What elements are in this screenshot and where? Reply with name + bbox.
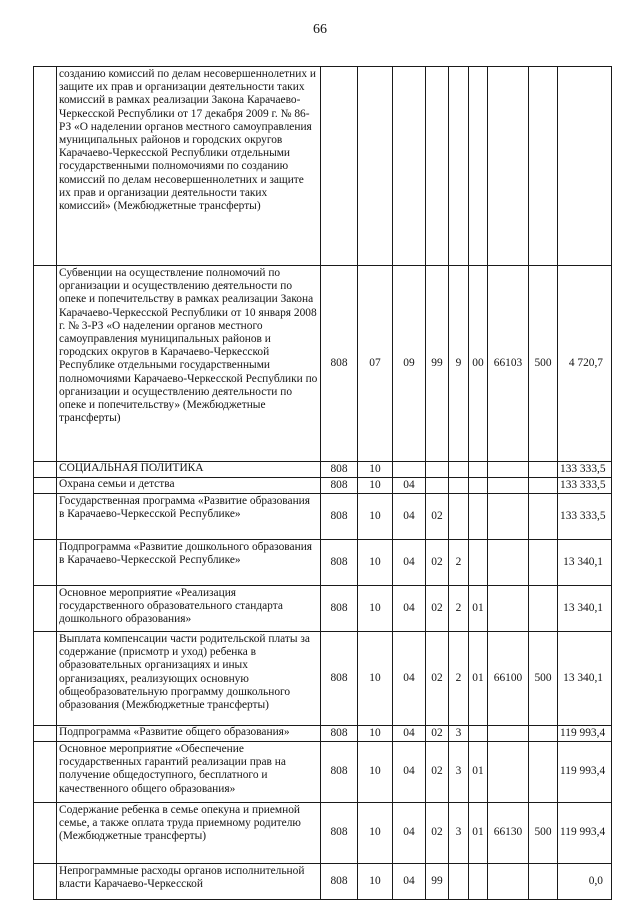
amount: 13 340,1 <box>558 540 612 586</box>
table-row <box>34 803 612 864</box>
section-code: 10 <box>358 494 393 540</box>
measure-code: 01 <box>469 803 488 864</box>
amount: 119 993,4 <box>558 726 612 742</box>
blank-cell <box>34 494 57 540</box>
amount: 13 340,1 <box>558 632 612 726</box>
program-code: 02 <box>426 726 449 742</box>
expense-name: Основное мероприятие «Реализация государственного образовательного стандарта дошкольного образования» <box>57 586 321 632</box>
subprogram-code: 2 <box>449 632 469 726</box>
program-code: 02 <box>426 742 449 803</box>
subprogram-code: 3 <box>449 742 469 803</box>
amount: 133 333,5 <box>558 494 612 540</box>
blank-cell <box>34 462 57 478</box>
ministry-code: 808 <box>321 803 358 864</box>
ministry-code: 808 <box>321 586 358 632</box>
table-row <box>34 67 612 266</box>
blank-cell <box>34 266 57 462</box>
expense-name: Подпрограмма «Развитие дошкольного образования в Карачаево-Черкесской Республике» <box>57 540 321 586</box>
blank-cell <box>34 478 57 494</box>
ministry-code: 808 <box>321 726 358 742</box>
program-code <box>426 67 449 266</box>
subsection-code: 04 <box>393 494 426 540</box>
amount: 119 993,4 <box>558 742 612 803</box>
expense-name: Основное мероприятие «Обеспечение государственных гарантий реализации прав на получение общедоступного, бесплатного и качественного общего образования» <box>57 742 321 803</box>
table-row <box>34 586 612 632</box>
program-code: 02 <box>426 540 449 586</box>
ministry-code: 808 <box>321 540 358 586</box>
direction-code <box>488 478 529 494</box>
program-code: 02 <box>426 632 449 726</box>
expense-name: Выплата компенсации части родительской платы за содержание (присмотр и уход) ребенка в образовательных организациях и иных организациях, реализующих основную общеобразовательную программу дошкольного образования (Межбюджетные трансферты) <box>57 632 321 726</box>
table-body <box>34 67 612 900</box>
blank-cell <box>34 726 57 742</box>
blank-cell <box>34 742 57 803</box>
subsection-code: 04 <box>393 742 426 803</box>
ministry-code: 808 <box>321 742 358 803</box>
direction-code <box>488 586 529 632</box>
expense-name: созданию комиссий по делам несовершеннолетних и защите их прав и организации деятельности таких комиссий в рамках реализации Закона Карачаево-Черкесской Республики от 17 декабря 2009 г. № 86-РЗ «О наделении органов местного самоуправления муниципальных районов и городских округов Карачаево-Черкесской Республики отдельными государственными полномочиями по созданию комиссий по делам несовершеннолетних и защите их прав и организации деятельности таких комиссий» (Межбюджетные трансферты) <box>57 67 321 266</box>
blank-cell <box>34 586 57 632</box>
measure-code: 01 <box>469 742 488 803</box>
direction-code: 66103 <box>488 266 529 462</box>
program-code: 99 <box>426 266 449 462</box>
direction-code <box>488 726 529 742</box>
measure-code <box>469 462 488 478</box>
subsection-code <box>393 67 426 266</box>
page-number: 66 <box>313 22 327 37</box>
direction-code: 66100 <box>488 632 529 726</box>
section-code: 10 <box>358 540 393 586</box>
expense-type-code <box>529 864 558 900</box>
direction-code <box>488 462 529 478</box>
measure-code <box>469 864 488 900</box>
section-code: 10 <box>358 803 393 864</box>
ministry-code: 808 <box>321 462 358 478</box>
expense-type-code <box>529 540 558 586</box>
direction-code <box>488 540 529 586</box>
measure-code <box>469 478 488 494</box>
section-code: 10 <box>358 742 393 803</box>
measure-code: 01 <box>469 632 488 726</box>
program-code <box>426 462 449 478</box>
amount: 13 340,1 <box>558 586 612 632</box>
table-row <box>34 494 612 540</box>
measure-code <box>469 726 488 742</box>
subsection-code: 04 <box>393 726 426 742</box>
expense-type-code <box>529 494 558 540</box>
blank-cell <box>34 803 57 864</box>
expense-name: СОЦИАЛЬНАЯ ПОЛИТИКА <box>57 462 321 478</box>
expense-name: Государственная программа «Развитие образования в Карачаево-Черкесской Республике» <box>57 494 321 540</box>
section-code: 10 <box>358 726 393 742</box>
expense-type-code: 500 <box>529 803 558 864</box>
expense-type-code <box>529 586 558 632</box>
direction-code <box>488 864 529 900</box>
amount: 0,0 <box>558 864 612 900</box>
amount: 119 993,4 <box>558 803 612 864</box>
expense-type-code <box>529 67 558 266</box>
budget-table <box>33 66 612 900</box>
subsection-code: 04 <box>393 864 426 900</box>
table-row <box>34 742 612 803</box>
amount: 133 333,5 <box>558 462 612 478</box>
subsection-code: 04 <box>393 803 426 864</box>
measure-code <box>469 67 488 266</box>
subprogram-code <box>449 864 469 900</box>
expense-type-code: 500 <box>529 266 558 462</box>
direction-code <box>488 67 529 266</box>
expense-type-code <box>529 462 558 478</box>
expense-name: Субвенции на осуществление полномочий по организации и осуществлению деятельности по опеке и попечительству в рамках реализации Закона Карачаево-Черкесской Республики от 10 января 2008 г. № 3-РЗ «О наделении органов местного самоуправления муниципальных районов и городских округов в Карачаево-Черкесской Республике отдельными государственными полномочиями Карачаево-Черкесской Республики по организации и осуществлению деятельности по опеке и попечительству» (Межбюджетные трансферты) <box>57 266 321 462</box>
ministry-code: 808 <box>321 478 358 494</box>
ministry-code: 808 <box>321 494 358 540</box>
blank-cell <box>34 540 57 586</box>
amount: 133 333,5 <box>558 478 612 494</box>
subprogram-code: 3 <box>449 726 469 742</box>
subprogram-code <box>449 494 469 540</box>
table-row <box>34 726 612 742</box>
ministry-code: 808 <box>321 864 358 900</box>
direction-code <box>488 742 529 803</box>
table-row <box>34 864 612 900</box>
program-code: 02 <box>426 803 449 864</box>
subprogram-code: 9 <box>449 266 469 462</box>
blank-cell <box>34 632 57 726</box>
ministry-code: 808 <box>321 266 358 462</box>
expense-type-code <box>529 478 558 494</box>
subprogram-code <box>449 462 469 478</box>
expense-type-code <box>529 726 558 742</box>
subprogram-code: 3 <box>449 803 469 864</box>
section-code: 07 <box>358 266 393 462</box>
table-row <box>34 540 612 586</box>
expense-type-code: 500 <box>529 632 558 726</box>
program-code: 99 <box>426 864 449 900</box>
program-code: 02 <box>426 494 449 540</box>
amount: 4 720,7 <box>558 266 612 462</box>
direction-code <box>488 494 529 540</box>
subsection-code <box>393 462 426 478</box>
measure-code: 00 <box>469 266 488 462</box>
ministry-code: 808 <box>321 632 358 726</box>
section-code: 10 <box>358 864 393 900</box>
subprogram-code: 2 <box>449 586 469 632</box>
blank-cell <box>34 864 57 900</box>
expense-name: Непрограммные расходы органов исполнительной власти Карачаево-Черкесской <box>57 864 321 900</box>
section-code <box>358 67 393 266</box>
blank-cell <box>34 67 57 266</box>
section-code: 10 <box>358 632 393 726</box>
subprogram-code: 2 <box>449 540 469 586</box>
subprogram-code <box>449 478 469 494</box>
section-code: 10 <box>358 478 393 494</box>
subsection-code: 04 <box>393 478 426 494</box>
direction-code: 66130 <box>488 803 529 864</box>
section-code: 10 <box>358 462 393 478</box>
table-row <box>34 462 612 478</box>
expense-type-code <box>529 742 558 803</box>
table-row <box>34 478 612 494</box>
subsection-code: 04 <box>393 632 426 726</box>
program-code: 02 <box>426 586 449 632</box>
expense-name: Охрана семьи и детства <box>57 478 321 494</box>
table-row <box>34 632 612 726</box>
subsection-code: 09 <box>393 266 426 462</box>
measure-code: 01 <box>469 586 488 632</box>
table-row <box>34 266 612 462</box>
program-code <box>426 478 449 494</box>
expense-name: Подпрограмма «Развитие общего образования» <box>57 726 321 742</box>
subsection-code: 04 <box>393 540 426 586</box>
measure-code <box>469 494 488 540</box>
subsection-code: 04 <box>393 586 426 632</box>
expense-name: Содержание ребенка в семье опекуна и приемной семье, а также оплата труда приемному родителю (Межбюджетные трансферты) <box>57 803 321 864</box>
section-code: 10 <box>358 586 393 632</box>
measure-code <box>469 540 488 586</box>
amount <box>558 67 612 266</box>
ministry-code <box>321 67 358 266</box>
subprogram-code <box>449 67 469 266</box>
